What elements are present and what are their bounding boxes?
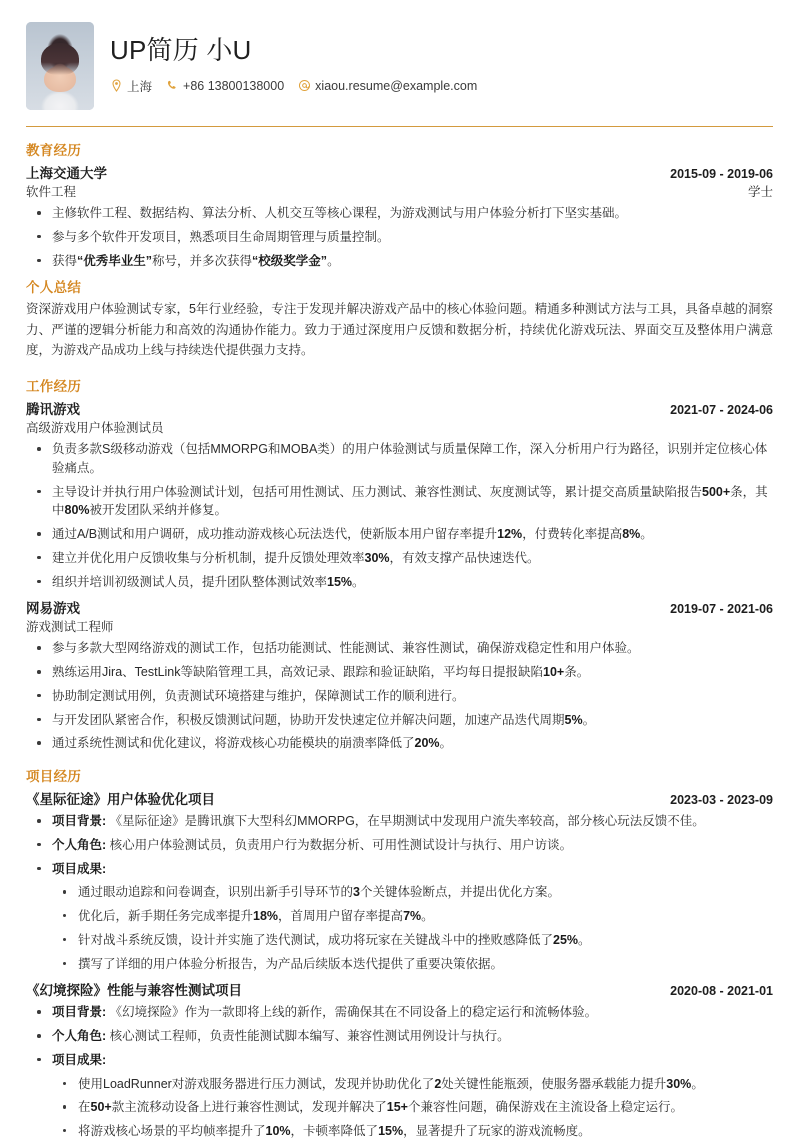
section-title-projects: 项目经历	[26, 769, 82, 784]
section-education	[26, 139, 773, 270]
list-item	[26, 812, 773, 831]
work-bullets	[26, 440, 773, 591]
list-item: 主修软件工程、数据结构、算法分析、人机交互等核心课程，为游戏测试与用户体验分析打下坚实基础。	[26, 204, 773, 223]
section-title-summary: 个人总结	[26, 280, 82, 296]
list-item: 使用LoadRunner对游戏服务器进行压力测试，发现并协助优化了2处关键性能瓶颈，使服务器承载能力提升30%。	[52, 1075, 773, 1094]
list-item: 撰写了详细的用户体验分析报告，为产品后续版本迭代提供了重要决策依据。	[52, 955, 773, 974]
list-item	[26, 860, 773, 974]
project-background-text: 《幻境探险》作为一款即将上线的新作，需确保其在不同设备上的稳定运行和流畅体验。	[109, 1005, 598, 1020]
work-company: 腾讯游戏	[26, 402, 80, 417]
project-entry-header	[26, 788, 773, 808]
header-main	[110, 22, 477, 95]
work-dates: 2021-07 - 2024-06	[670, 403, 773, 417]
list-item: 建立并优化用户反馈收集与分析机制，提升反馈处理效率30%，有效支撑产品快速迭代。	[26, 549, 773, 568]
work-entry-header	[26, 597, 773, 617]
location-pin-icon	[110, 79, 123, 92]
project-role-text: 核心测试工程师，负责性能测试脚本编写、兼容性测试用例设计与执行。	[109, 1029, 510, 1043]
education-dates: 2015-09 - 2019-06	[670, 167, 773, 181]
list-item: 负责多款S级移动游戏（包括MMORPG和MOBA类）的用户体验测试与质量保障工作，深入分析用户行为路径，识别并定位核心体验痛点。	[26, 440, 773, 478]
work-company: 网易游戏	[26, 601, 80, 617]
list-item: 将游戏核心场景的平均帧率提升了10%，卡顿率降低了15%，显著提升了玩家的游戏流畅度。	[52, 1122, 773, 1141]
list-item: 通过系统性测试和优化建议，将游戏核心功能模块的崩溃率降低了20%。	[26, 734, 773, 753]
list-item: 与开发团队紧密合作，积极反馈测试问题，协助开发快速定位并解决问题，加速产品迭代周期5%。	[26, 711, 773, 730]
section-title-work: 工作经历	[26, 379, 82, 394]
email-at-icon	[298, 79, 311, 92]
work-role: 高级游戏用户体验测试员	[26, 421, 164, 435]
education-bullets	[26, 204, 773, 270]
list-item	[26, 1051, 773, 1141]
list-item: 在50+款主流移动设备上进行兼容性测试，发现并解决了15+个兼容性问题，确保游戏在主流设备上稳定运行。	[52, 1098, 773, 1117]
list-item: 针对战斗系统反馈，设计并实施了迭代测试，成功将玩家在关键战斗中的挫败感降低了25%。	[52, 931, 773, 950]
education-degree: 学士	[747, 185, 773, 199]
list-item	[26, 1027, 773, 1046]
project-results-list	[52, 883, 773, 973]
list-item: 通过A/B测试和用户调研，成功推动游戏核心玩法迭代，使新版本用户留存率提升12%，付费转化率提高8%。	[26, 525, 773, 544]
work-bullets	[26, 639, 773, 753]
profile-photo-image	[26, 22, 94, 110]
work-role: 游戏测试工程师	[26, 620, 114, 635]
contact-phone	[166, 79, 284, 93]
project-bullets	[26, 812, 773, 973]
contact-location-text: 上海	[127, 79, 153, 94]
project-bullets	[26, 1003, 773, 1141]
project-background-label: 项目背景:	[52, 1005, 107, 1020]
list-item: 参与多款大型网络游戏的测试工作，包括功能测试、性能测试、兼容性测试，确保游戏稳定性和用户体验。	[26, 639, 773, 658]
project-entry-1	[26, 979, 773, 1141]
project-entry-0	[26, 788, 773, 973]
list-item	[26, 836, 773, 855]
list-item: 熟练运用Jira、TestLink等缺陷管理工具，高效记录、跟踪和验证缺陷，平均每日提报缺陷10+条。	[26, 663, 773, 682]
project-role-label: 个人角色:	[52, 837, 107, 852]
project-dates: 2023-03 - 2023-09	[670, 793, 773, 807]
project-results-list	[52, 1075, 773, 1141]
list-item: 主导设计并执行用户体验测试计划，包括可用性测试、压力测试、兼容性测试、灰度测试等，累计提交高质量缺陷报告500+条，其中80%被开发团队采纳并修复。	[26, 483, 773, 521]
contact-location	[110, 77, 152, 95]
section-projects	[26, 765, 773, 1141]
section-title-education: 教育经历	[26, 143, 82, 158]
section-summary	[26, 276, 773, 360]
project-role-label: 个人角色:	[52, 1029, 107, 1043]
education-school: 上海交通大学	[26, 166, 107, 181]
resume-header	[26, 22, 773, 124]
project-entry-header	[26, 979, 773, 999]
education-major: 软件工程	[26, 185, 77, 199]
summary-text: 资深游戏用户体验测试专家，5年行业经验，专注于发现并解决游戏产品中的核心体验问题。精通多种测试方法与工具，具备卓越的洞察力、严谨的逻辑分析能力和高效的沟通协作能力。致力于通过深度用户反馈和数据分析，持续优化游戏玩法、界面交互及整体用户满意度，为游戏产品成功上线与持续迭代提供强力支持。	[26, 302, 773, 357]
contact-phone-text: +86 13800138000	[183, 78, 285, 93]
work-dates: 2019-07 - 2021-06	[670, 602, 773, 617]
project-dates: 2020-08 - 2021-01	[670, 984, 773, 999]
project-name: 《星际征途》用户体验优化项目	[26, 792, 215, 807]
avatar	[26, 22, 94, 110]
work-entry-1	[26, 597, 773, 753]
list-item: 通过眼动追踪和问卷调查，识别出新手引导环节的3个关键体验断点，并提出优化方案。	[52, 883, 773, 902]
work-entry-header	[26, 398, 773, 418]
list-item	[26, 1003, 773, 1022]
work-entry-0	[26, 398, 773, 591]
section-work	[26, 375, 773, 753]
list-item: 参与多个软件开发项目，熟悉项目生命周期管理与质量控制。	[26, 228, 773, 247]
page-title: UP简历 小U	[110, 35, 252, 65]
phone-icon	[166, 79, 179, 92]
project-background-text: 《星际征途》是腾讯旗下大型科幻MMORPG，在早期测试中发现用户流失率较高，部分核心玩法反馈不佳。	[109, 814, 705, 828]
project-results-label: 项目成果:	[52, 861, 107, 876]
list-item: 协助制定测试用例，负责测试环境搭建与维护，保障测试工作的顺利进行。	[26, 687, 773, 706]
list-item: 获得“优秀毕业生”称号，并多次获得“校级奖学金”。	[26, 252, 773, 271]
project-results-label: 项目成果:	[52, 1052, 107, 1067]
education-entry-header	[26, 162, 773, 182]
education-entry-sub	[26, 182, 773, 200]
contact-list	[110, 77, 477, 95]
project-background-label: 项目背景:	[52, 814, 107, 828]
project-name: 《幻境探险》性能与兼容性测试项目	[26, 983, 242, 999]
contact-email-text: xiaou.resume@example.com	[315, 78, 478, 93]
list-item: 优化后，新手期任务完成率提升18%，首周用户留存率提高7%。	[52, 907, 773, 926]
list-item: 组织并培训初级测试人员，提升团队整体测试效率15%。	[26, 573, 773, 592]
project-role-text: 核心用户体验测试员，负责用户行为数据分析、可用性测试设计与执行、用户访谈。	[109, 837, 573, 852]
header-divider	[26, 126, 773, 127]
contact-email	[298, 79, 477, 93]
